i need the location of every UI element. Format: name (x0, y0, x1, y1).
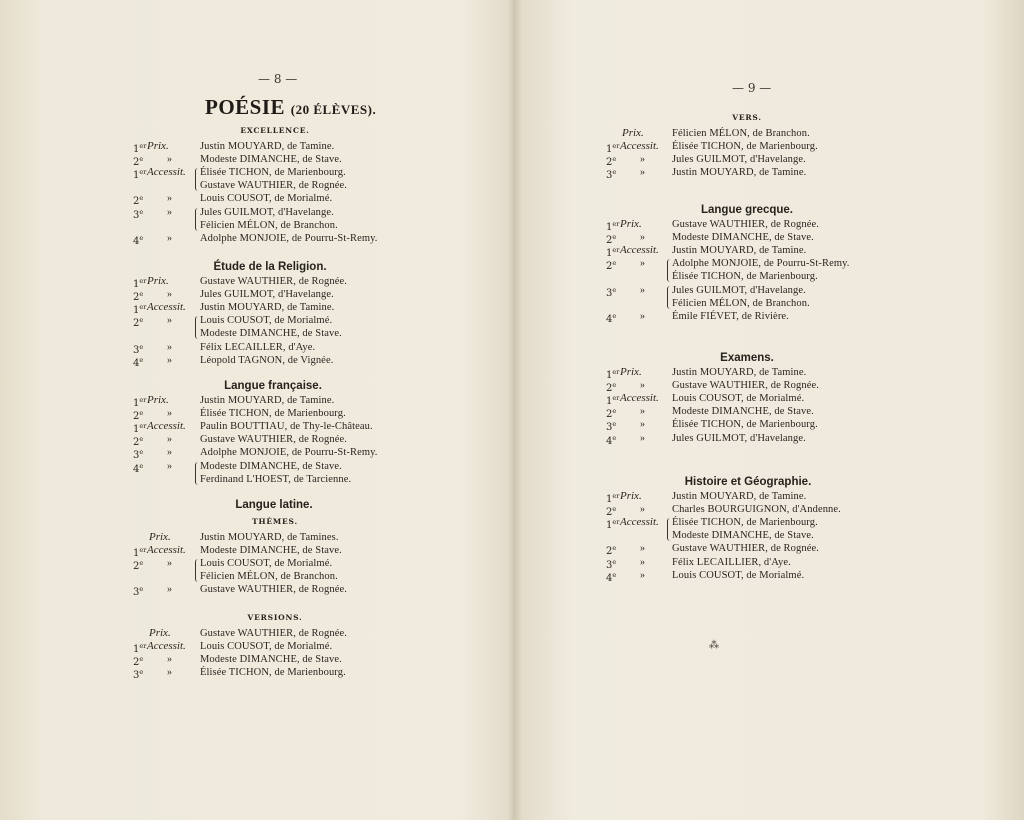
rank: 1er (606, 368, 620, 381)
award-category: Accessit. (147, 420, 186, 433)
student-name: Modeste DIMANCHE, de Stave. (200, 328, 342, 340)
rank: 1er (606, 220, 620, 233)
rank: 1er (133, 642, 147, 656)
student-name: Justin MOUYARD, de Tamine. (672, 245, 807, 257)
award-category: » (167, 232, 172, 244)
rank: 2e (606, 259, 617, 273)
award-category: » (640, 154, 645, 166)
student-name: Justin MOUYARD, de Tamine. (200, 141, 335, 152)
section-heading: VERSIONS. (247, 613, 303, 622)
rank-suffix: e (612, 155, 617, 164)
student-name: Élisée TICHON, de Marienbourg. (672, 517, 818, 529)
rank: 3e (606, 168, 617, 182)
award-category: Accessit. (620, 140, 659, 153)
student-name: Gustave WAUTHIER, de Rognée. (200, 584, 347, 596)
student-name: Modeste DIMANCHE, de Stave. (200, 545, 342, 557)
section-heading: Histoire et Géographie. (684, 476, 812, 488)
rank-suffix: er (612, 246, 620, 255)
student-name: Modeste DIMANCHE, de Stave. (672, 406, 814, 418)
award-category: Prix. (620, 366, 642, 378)
rank: 2e (133, 155, 144, 169)
rank-suffix: er (139, 168, 147, 177)
page-title (205, 95, 376, 120)
student-name: Ferdinand L'HOEST, de Tarcienne. (200, 473, 352, 485)
rank-suffix: e (139, 448, 144, 457)
rank: 3e (133, 585, 144, 599)
student-name: Justin MOUYARD, de Tamines. (200, 532, 339, 543)
award-category: » (167, 584, 172, 596)
rank: 1er (133, 168, 147, 182)
rank-suffix: e (612, 233, 617, 242)
rank-suffix: e (612, 544, 617, 553)
award-category: » (640, 380, 645, 392)
award-category: » (640, 543, 645, 555)
student-name: Gustave WAUTHIER, de Rognée. (200, 628, 347, 639)
student-name: Jules GUILMOT, d'Havelange. (672, 432, 806, 444)
student-name: Justin MOUYARD, de Tamine. (672, 367, 807, 378)
award-category: » (640, 232, 645, 244)
award-category: » (167, 341, 172, 353)
student-name: Léopold TAGNON, de Vignée. (200, 354, 334, 366)
award-category: Accessit. (147, 544, 186, 557)
student-name: Louis COUSOT, de Morialmé. (200, 193, 333, 205)
rank-suffix: er (612, 518, 620, 527)
rank: 3e (133, 448, 144, 462)
award-category: » (640, 432, 645, 444)
award-category: Prix. (149, 627, 171, 639)
rank-suffix: e (612, 259, 617, 268)
rank-suffix: er (139, 546, 147, 555)
student-name: Adolphe MONJOIE, de Pourru-St-Remy. (672, 258, 850, 270)
award-category: » (167, 315, 172, 327)
rank: 2e (133, 559, 144, 573)
rank: 2e (133, 409, 144, 423)
section-heading: Langue latine. (235, 499, 313, 511)
award-category: Accessit. (147, 640, 186, 653)
award-category: Prix. (620, 218, 642, 230)
rank: 1er (606, 142, 620, 156)
student-name: Louis COUSOT, de Morialmé. (200, 558, 333, 570)
student-name: Gustave WAUTHIER, de Rognée. (200, 180, 347, 192)
rank-suffix: e (139, 559, 144, 568)
student-name: Gustave WAUTHIER, de Rognée. (200, 434, 347, 446)
rank-suffix: e (612, 420, 617, 429)
award-category: » (167, 289, 172, 301)
rank: 1er (133, 277, 147, 290)
decorative-ornament: ⁂ (709, 640, 720, 651)
rank-suffix: er (139, 396, 147, 404)
student-name: Modeste DIMANCHE, de Stave. (200, 154, 342, 166)
award-category: » (167, 354, 172, 366)
student-name: Élisée TICHON, de Marienbourg. (672, 271, 818, 283)
rank-suffix: e (612, 407, 617, 416)
award-category: Prix. (147, 394, 169, 406)
award-category: » (167, 206, 172, 218)
award-category: Accessit. (620, 516, 659, 529)
rank-suffix: e (139, 290, 144, 299)
student-name: Paulin BOUTTIAU, de Thy-le-Château. (200, 421, 373, 433)
award-category: » (167, 447, 172, 459)
rank-suffix: e (139, 585, 144, 594)
rank-suffix: er (612, 368, 620, 376)
rank-suffix: e (612, 285, 617, 294)
rank: 3e (606, 420, 617, 434)
rank-suffix: e (139, 207, 144, 216)
rank: 4e (606, 311, 617, 325)
rank-suffix: e (612, 311, 617, 320)
rank: 4e (133, 461, 144, 475)
rank: 1er (606, 518, 620, 532)
rank-suffix: er (612, 142, 620, 151)
award-category: » (167, 193, 172, 205)
student-name: Élisée TICHON, de Marienbourg. (672, 419, 818, 431)
rank: 2e (606, 407, 617, 421)
award-category: » (640, 406, 645, 418)
rank-suffix: e (139, 435, 144, 444)
award-category: » (640, 258, 645, 270)
student-name: Félicien MÉLON, de Branchon. (200, 219, 338, 231)
student-name: Modeste DIMANCHE, de Stave. (200, 460, 342, 472)
student-name: Émile FIÉVET, de Rivière. (672, 310, 789, 322)
rank-suffix: e (139, 409, 144, 418)
section-heading: VERS. (732, 113, 762, 122)
rank: 2e (606, 233, 617, 247)
rank-suffix: e (139, 194, 144, 203)
rank: 2e (133, 316, 144, 330)
student-name: Élisée TICHON, de Marienbourg. (200, 408, 346, 420)
student-name: Gustave WAUTHIER, de Rognée. (672, 219, 819, 230)
rank: 2e (133, 194, 144, 208)
rank: 2e (133, 435, 144, 449)
student-name: Élisée TICHON, de Marienbourg. (200, 167, 346, 179)
rank: 4e (133, 233, 144, 247)
rank: 1er (133, 142, 147, 155)
student-name: Justin MOUYARD, de Tamine. (672, 491, 807, 502)
student-name: Jules GUILMOT, d'Havelange. (672, 284, 806, 296)
student-name: Adolphe MONJOIE, de Pourru-St-Remy. (200, 232, 378, 244)
student-name: Louis COUSOT, de Morialmé. (672, 393, 805, 405)
rank: 2e (133, 290, 144, 304)
student-name: Charles BOURGUIGNON, d'Andenne. (672, 504, 841, 516)
rank-suffix: er (139, 642, 147, 651)
rank: 2e (133, 655, 144, 669)
student-name: Félicien MÉLON, de Branchon. (200, 571, 338, 583)
award-category: » (167, 408, 172, 420)
award-category: » (167, 434, 172, 446)
rank-suffix: er (139, 303, 147, 312)
rank-suffix: er (612, 220, 620, 228)
rank: 2e (606, 544, 617, 558)
student-name: Justin MOUYARD, de Tamine. (672, 167, 807, 179)
student-name: Louis COUSOT, de Morialmé. (200, 315, 333, 327)
rank: 3e (606, 557, 617, 571)
student-name: Félix LECAILLIER, d'Aye. (672, 556, 791, 568)
award-category: » (640, 556, 645, 568)
award-category: » (640, 504, 645, 516)
section-heading: Langue grecque. (700, 204, 794, 216)
award-category: Prix. (622, 127, 644, 139)
rank: 1er (606, 246, 620, 260)
award-category: Accessit. (147, 166, 186, 179)
student-name: Adolphe MONJOIE, de Pourru-St-Remy. (200, 447, 378, 459)
student-name: Justin MOUYARD, de Tamine. (200, 395, 335, 406)
rank-suffix: e (612, 557, 617, 566)
award-category: » (167, 667, 172, 679)
student-name: Félicien MÉLON, de Branchon. (672, 128, 810, 139)
rank: 4e (133, 355, 144, 369)
rank: 1er (133, 303, 147, 317)
award-category: » (167, 654, 172, 666)
award-category: » (640, 167, 645, 179)
rank-suffix: e (139, 655, 144, 664)
rank-suffix: er (612, 394, 620, 403)
award-category: Prix. (620, 490, 642, 502)
award-category: Prix. (147, 140, 169, 152)
rank: 4e (606, 570, 617, 584)
student-name: Justin MOUYARD, de Tamine. (200, 302, 335, 314)
award-category: » (167, 558, 172, 570)
title-text: POÉSIE (205, 95, 286, 119)
section-heading: Langue française. (224, 380, 322, 392)
student-name: Jules GUILMOT, d'Havelange. (672, 154, 806, 166)
rank-suffix: e (139, 342, 144, 351)
rank: 4e (606, 433, 617, 447)
award-category: » (640, 569, 645, 581)
student-name: Modeste DIMANCHE, de Stave. (672, 530, 814, 542)
student-name: Gustave WAUTHIER, de Rognée. (200, 276, 347, 287)
student-name: Louis COUSOT, de Morialmé. (672, 569, 805, 581)
award-category: » (167, 460, 172, 472)
rank: 1er (606, 394, 620, 408)
student-name: Gustave WAUTHIER, de Rognée. (672, 543, 819, 555)
award-category: Prix. (149, 531, 171, 543)
student-name: Jules GUILMOT, d'Havelange. (200, 206, 334, 218)
rank-suffix: er (612, 492, 620, 500)
page-number-right: — 9 — (732, 81, 772, 95)
student-name: Félix LECAILLER, d'Aye. (200, 341, 316, 353)
award-category: » (167, 154, 172, 166)
rank-suffix: e (139, 155, 144, 164)
student-name: Jules GUILMOT, d'Havelange. (200, 289, 334, 301)
section-heading: EXCELLENCE. (240, 126, 310, 135)
student-name: Modeste DIMANCHE, de Stave. (672, 232, 814, 244)
rank-suffix: er (139, 142, 147, 150)
rank: 1er (133, 422, 147, 436)
rank: 1er (133, 396, 147, 409)
award-category: Accessit. (147, 301, 186, 314)
student-name: Louis COUSOT, de Morialmé. (200, 641, 333, 653)
rank-suffix: e (139, 461, 144, 470)
title-subtitle: (20 ÉLÈVES). (290, 102, 377, 117)
student-name: Modeste DIMANCHE, de Stave. (200, 654, 342, 666)
student-name: Félicien MÉLON, de Branchon. (672, 297, 810, 309)
section-heading: Étude de la Religion. (213, 261, 327, 273)
right-page (514, 0, 1024, 820)
rank-suffix: e (612, 570, 617, 579)
rank: 3e (133, 342, 144, 356)
rank: 3e (606, 285, 617, 299)
rank: 3e (133, 207, 144, 221)
rank-suffix: e (139, 316, 144, 325)
rank-suffix: e (612, 433, 617, 442)
page-number-left: — 8 — (258, 72, 298, 86)
award-category: » (640, 284, 645, 296)
section-heading: Examens. (720, 352, 774, 364)
rank-suffix: e (139, 355, 144, 364)
rank: 2e (606, 505, 617, 519)
section-heading: THÈMES. (252, 517, 298, 526)
award-category: » (640, 419, 645, 431)
award-category: Accessit. (620, 244, 659, 257)
award-category: Accessit. (620, 392, 659, 405)
rank-suffix: er (139, 422, 147, 431)
rank-suffix: e (139, 233, 144, 242)
award-category: Prix. (147, 275, 169, 287)
rank: 2e (606, 381, 617, 395)
rank-suffix: e (139, 668, 144, 677)
student-name: Élisée TICHON, de Marienbourg. (200, 667, 346, 679)
rank: 1er (606, 492, 620, 505)
rank-suffix: er (139, 277, 147, 285)
student-name: Élisée TICHON, de Marienbourg. (672, 141, 818, 153)
rank: 2e (606, 155, 617, 169)
rank-suffix: e (612, 381, 617, 390)
student-name: Gustave WAUTHIER, de Rognée. (672, 380, 819, 392)
award-category: » (640, 310, 645, 322)
rank: 3e (133, 668, 144, 682)
rank-suffix: e (612, 505, 617, 514)
rank: 1er (133, 546, 147, 560)
rank-suffix: e (612, 168, 617, 177)
